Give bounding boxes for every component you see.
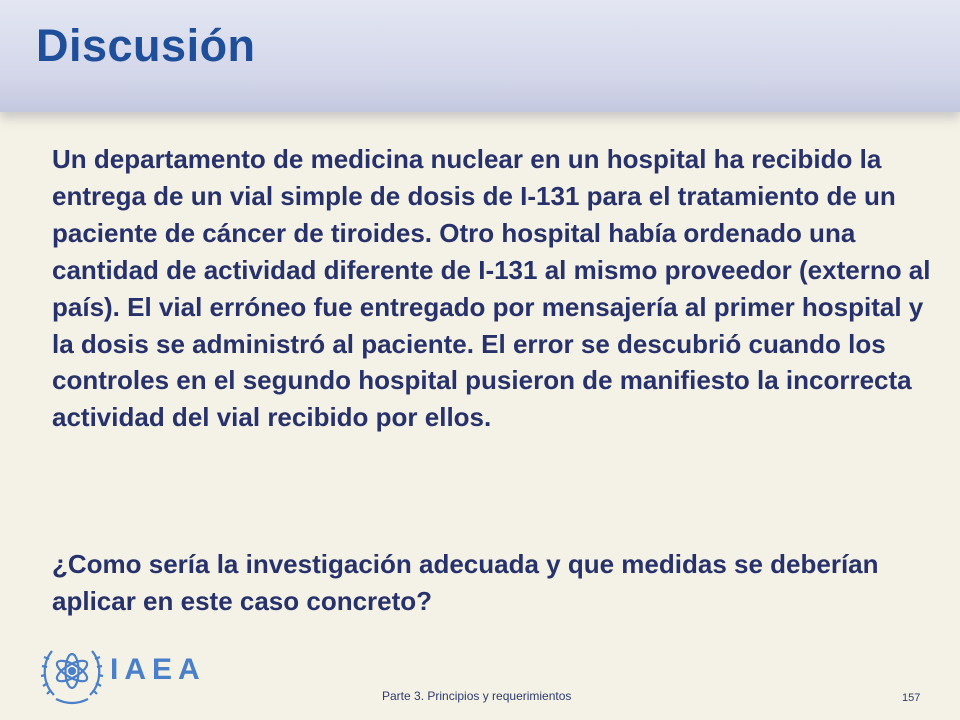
slide-question: ¿Como sería la investigación adecuada y que medidas se deberían aplicar en este caso concreto? <box>52 549 879 616</box>
iaea-logo-icon <box>40 637 104 707</box>
iaea-logo-text: IAEA <box>110 653 206 686</box>
slide-paragraph: Un departamento de medicina nuclear en un hospital ha recibido la entrega de un vial simple de dosis de I-131 para el tratamiento de un paciente de cáncer de tiroides. Otro hospital había ordenado una cantidad de actividad diferente de I-131 al mismo proveedor (externo al país). El vial erróneo fue entregado por mensajería al primer hospital y la dosis se administró al paciente. El error se descubrió cuando los controles en el segundo hospital pusieron de manifiesto la incorrecta actividad del vial recibido por ellos. <box>52 144 931 433</box>
footer-caption: Parte 3. Principios y requerimientos <box>382 689 572 703</box>
slide-title: Discusión <box>36 20 256 71</box>
page-number: 157 <box>902 692 921 704</box>
